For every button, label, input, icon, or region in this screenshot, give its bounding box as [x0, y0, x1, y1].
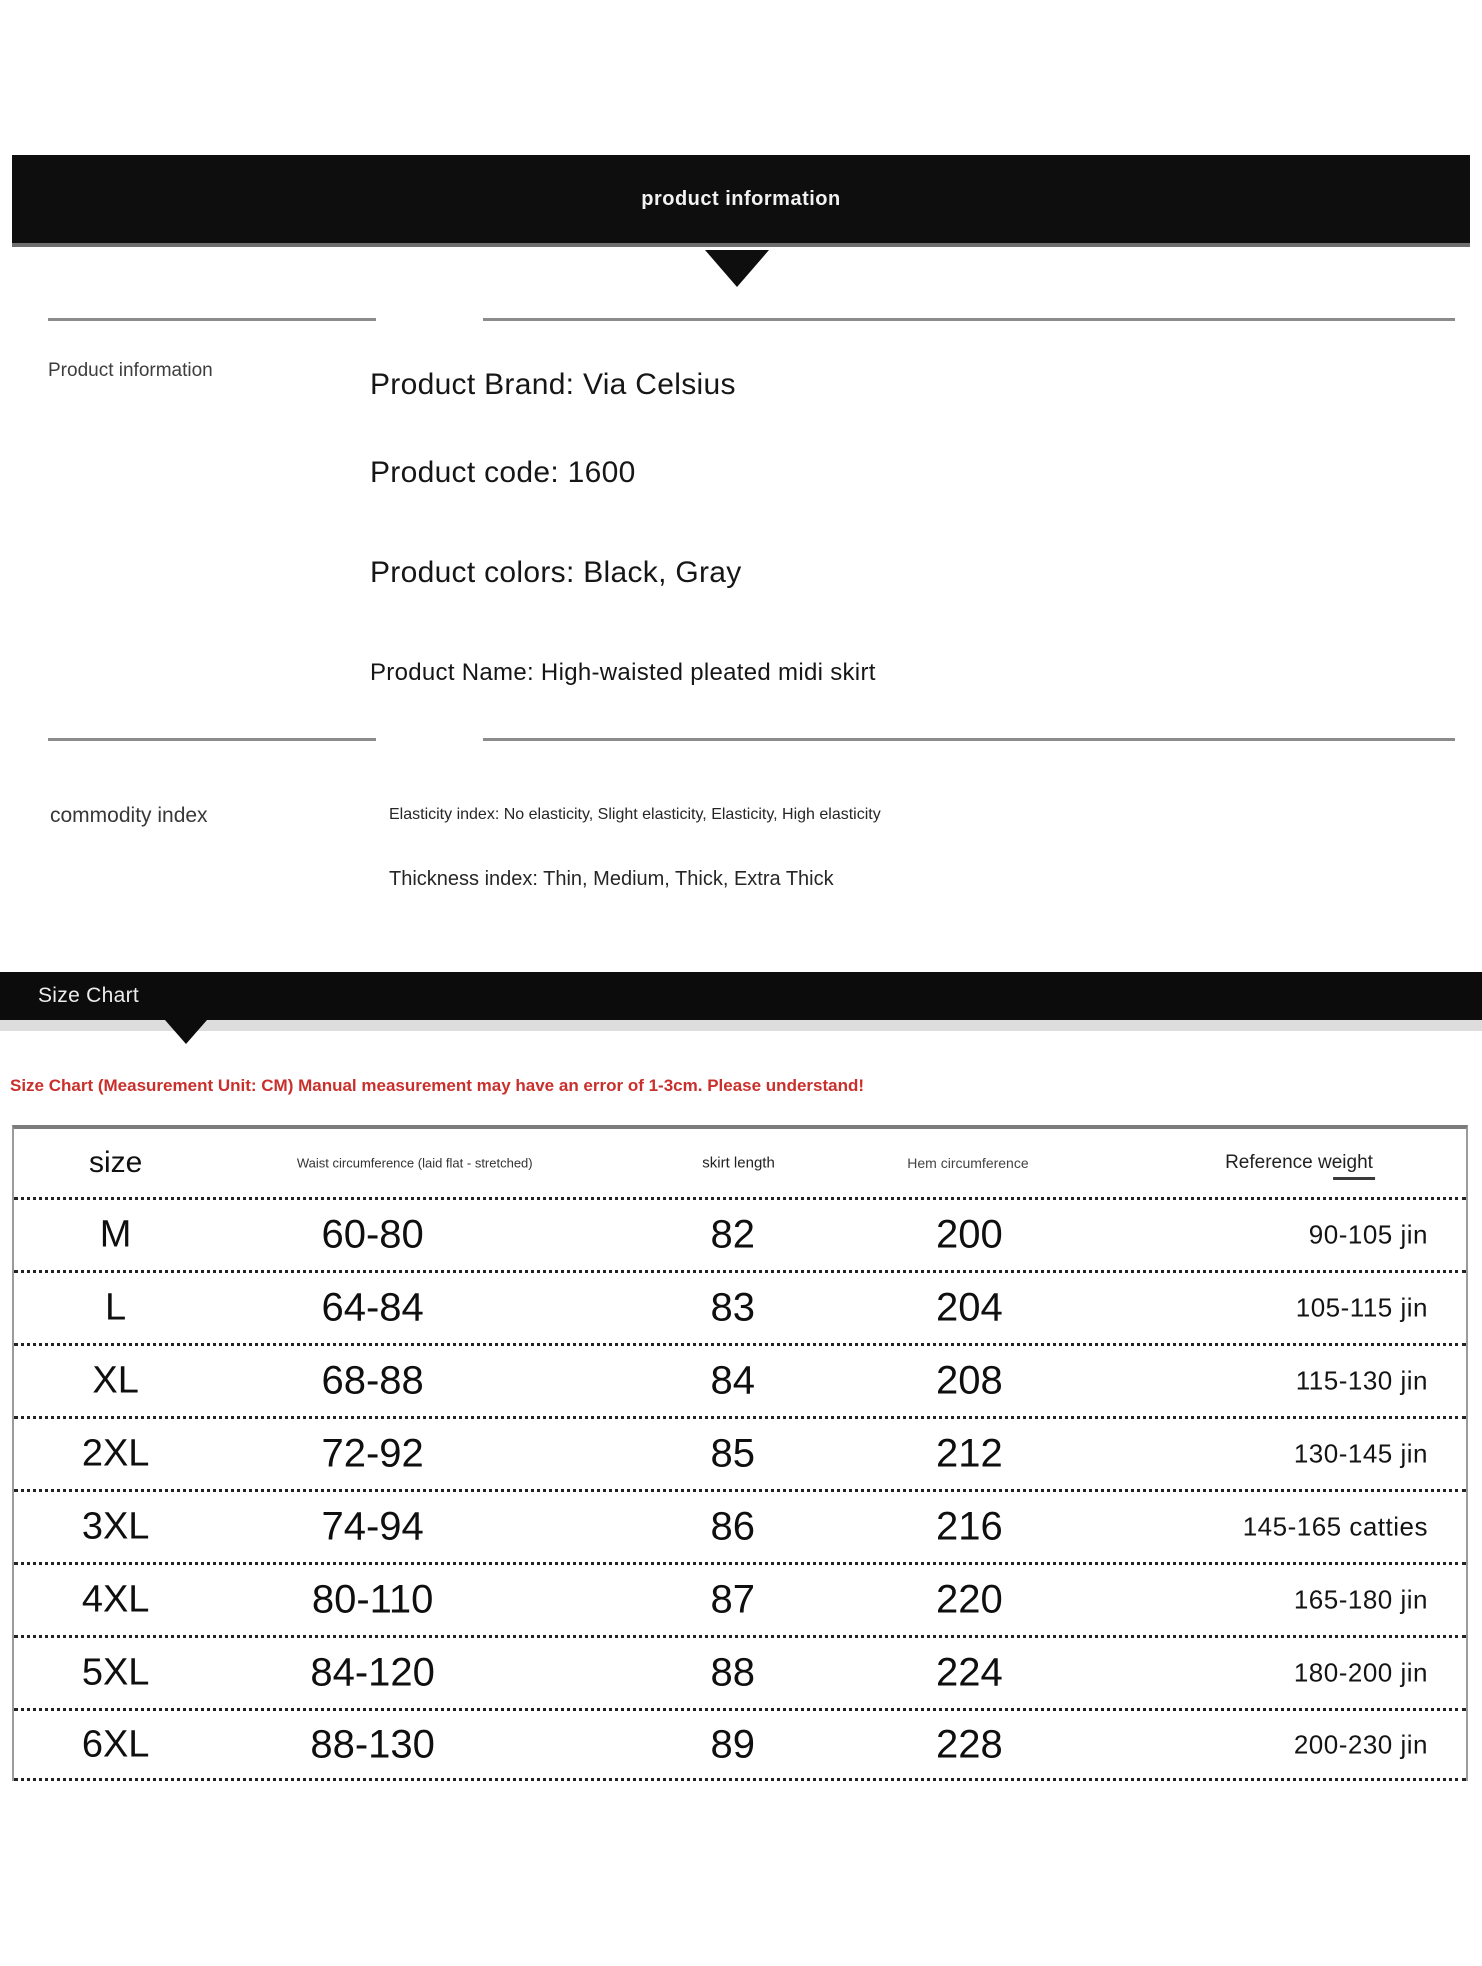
table-row: [14, 1270, 1466, 1343]
cell-hem: 216: [936, 1504, 1003, 1549]
banner-pointer-triangle-icon: [705, 250, 769, 287]
header-hem-circumference: Hem circumference: [907, 1155, 1029, 1171]
cell-weight: 105-115 jin: [1295, 1292, 1428, 1323]
section-divider-left: [48, 738, 376, 741]
header-reference-weight: [1225, 1152, 1373, 1174]
table-row: [14, 1635, 1466, 1708]
cell-size: 6XL: [81, 1723, 150, 1765]
cell-size: L: [105, 1286, 127, 1329]
cell-hem: 200: [936, 1212, 1003, 1257]
commodity-index-section-label: commodity index: [50, 804, 208, 827]
size-chart-banner-strip: [0, 1020, 1482, 1031]
header-size: size: [88, 1146, 143, 1179]
cell-weight: 200-230 jin: [1293, 1729, 1428, 1759]
measurement-note: Size Chart (Measurement Unit: CM) Manual measurement may have an error of 1-3cm. Please understand!: [10, 1076, 865, 1095]
cell-hem: 204: [936, 1285, 1003, 1330]
cell-weight: 145-165 catties: [1242, 1511, 1428, 1542]
cell-hem: 224: [936, 1650, 1003, 1695]
section-divider-right: [483, 738, 1455, 741]
cell-waist: 88-130: [310, 1722, 435, 1766]
table-row: [14, 1489, 1466, 1562]
cell-skirt: 87: [710, 1577, 755, 1622]
table-row: [14, 1416, 1466, 1489]
size-chart-pointer-triangle-icon: [165, 1020, 207, 1044]
elasticity-index-line: Elasticity index: No elasticity, Slight elasticity, Elasticity, High elasticity: [389, 806, 881, 823]
cell-skirt: 83: [710, 1285, 755, 1330]
cell-waist: 84-120: [310, 1650, 435, 1695]
cell-weight: 165-180 jin: [1293, 1584, 1428, 1615]
cell-waist: 72-92: [321, 1431, 424, 1476]
cell-hem: 208: [936, 1358, 1003, 1403]
cell-size: 5XL: [81, 1651, 150, 1694]
cell-skirt: 82: [710, 1212, 755, 1257]
table-row: [14, 1343, 1466, 1416]
size-table-header-row: [14, 1129, 1466, 1197]
header-underline: [1333, 1177, 1375, 1180]
size-chart-banner-label: Size Chart: [38, 984, 140, 1007]
product-information-section-label: Product information: [48, 360, 213, 381]
product-brand-line: Product Brand: Via Celsius: [370, 368, 736, 401]
cell-waist: 80-110: [311, 1577, 434, 1622]
cell-skirt: 84: [710, 1358, 755, 1403]
thickness-index-line: Thickness index: Thin, Medium, Thick, Extra Thick: [389, 868, 834, 890]
cell-size: 4XL: [81, 1578, 150, 1621]
table-row: [14, 1708, 1466, 1781]
product-information-banner: [12, 155, 1470, 247]
cell-weight: 130-145 jin: [1293, 1438, 1428, 1469]
product-code-line: Product code: 1600: [370, 456, 636, 489]
product-colors-line: Product colors: Black, Gray: [370, 556, 742, 589]
cell-skirt: 88: [710, 1650, 755, 1695]
cell-size: 2XL: [81, 1432, 150, 1475]
cell-skirt: 86: [710, 1504, 755, 1549]
cell-skirt: 89: [710, 1722, 755, 1766]
cell-size: 3XL: [81, 1505, 150, 1548]
product-information-banner-label: product information: [641, 187, 841, 210]
size-chart-banner: [0, 972, 1482, 1020]
header-skirt-length: skirt length: [702, 1154, 775, 1172]
cell-weight: 180-200 jin: [1293, 1657, 1428, 1688]
cell-skirt: 85: [710, 1431, 755, 1476]
header-reference-weight-text: Reference weight: [1225, 1152, 1373, 1173]
cell-weight: 90-105 jin: [1308, 1219, 1428, 1250]
table-row: [14, 1197, 1466, 1270]
cell-hem: 212: [936, 1431, 1003, 1476]
size-table: [12, 1125, 1468, 1781]
cell-weight: 115-130 jin: [1295, 1365, 1428, 1396]
cell-waist: 74-94: [321, 1504, 424, 1549]
cell-hem: 220: [936, 1577, 1003, 1622]
cell-hem: 228: [936, 1722, 1003, 1766]
cell-size: M: [99, 1213, 132, 1256]
cell-waist: 68-88: [321, 1358, 424, 1403]
table-row: [14, 1562, 1466, 1635]
product-name-line: Product Name: High-waisted pleated midi skirt: [370, 659, 876, 686]
cell-waist: 60-80: [321, 1212, 424, 1257]
section-divider-left: [48, 318, 376, 321]
cell-size: XL: [92, 1359, 139, 1402]
header-waist: Waist circumference (laid flat - stretched): [296, 1155, 533, 1171]
cell-waist: 64-84: [321, 1285, 424, 1330]
section-divider-right: [483, 318, 1455, 321]
